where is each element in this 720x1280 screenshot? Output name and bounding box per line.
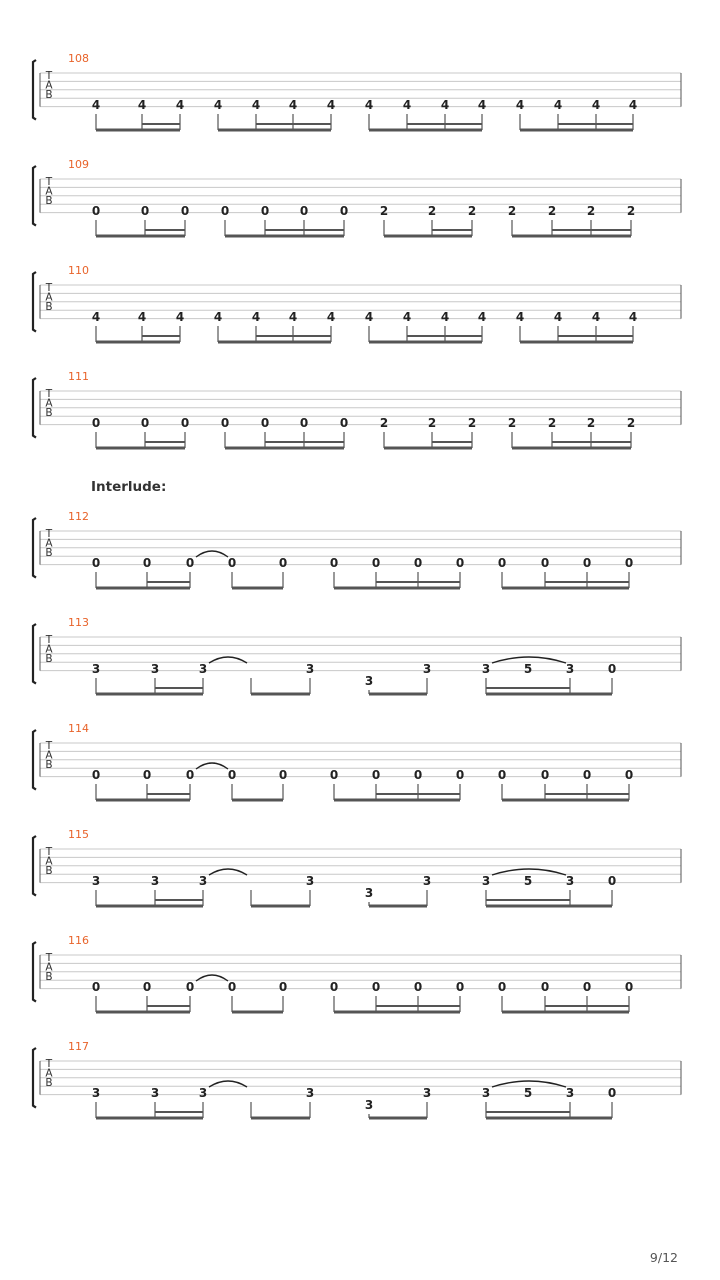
fret-number: 2 xyxy=(467,416,477,430)
fret-number: 4 xyxy=(175,310,185,324)
tab-clef-letter: T xyxy=(45,176,53,188)
fret-number: 3 xyxy=(305,1086,315,1100)
fret-number: 5 xyxy=(523,662,533,676)
fret-number: 0 xyxy=(624,980,634,994)
fret-number: 0 xyxy=(185,556,195,570)
tab-clef-letter: B xyxy=(45,758,53,771)
staff-bracket xyxy=(33,272,36,332)
fret-number: 4 xyxy=(364,310,374,324)
fret-number: 0 xyxy=(220,204,230,218)
fret-number: 4 xyxy=(288,310,298,324)
tab-staff-row xyxy=(33,828,681,906)
fret-number: 2 xyxy=(379,204,389,218)
fret-number: 2 xyxy=(507,204,517,218)
fret-number: 3 xyxy=(91,1086,101,1100)
tab-staff-row xyxy=(33,158,681,236)
fret-number: 0 xyxy=(455,768,465,782)
fret-number: 0 xyxy=(278,556,288,570)
fret-number: 0 xyxy=(413,556,423,570)
fret-number: 4 xyxy=(251,310,261,324)
fret-number: 0 xyxy=(260,204,270,218)
fret-number: 4 xyxy=(91,310,101,324)
tab-staff-row xyxy=(33,264,681,342)
fret-number: 2 xyxy=(467,204,477,218)
tab-clef-letter: T xyxy=(45,1058,53,1070)
fret-number: 4 xyxy=(440,310,450,324)
fret-number: 2 xyxy=(379,416,389,430)
fret-number: 0 xyxy=(455,980,465,994)
fret-number: 0 xyxy=(540,768,550,782)
staff-bracket xyxy=(33,1048,36,1108)
fret-number: 0 xyxy=(227,768,237,782)
fret-number: 0 xyxy=(227,980,237,994)
fret-number: 0 xyxy=(497,556,507,570)
fret-number: 0 xyxy=(339,416,349,430)
fret-number: 4 xyxy=(213,310,223,324)
tab-staff-row xyxy=(33,616,681,694)
fret-number: 4 xyxy=(553,98,563,112)
tab-clef-letter: B xyxy=(45,300,53,313)
fret-number: 4 xyxy=(91,98,101,112)
tab-clef-letter: B xyxy=(45,406,53,419)
fret-number: 0 xyxy=(260,416,270,430)
fret-number: 0 xyxy=(91,556,101,570)
fret-number: 0 xyxy=(142,768,152,782)
fret-number: 4 xyxy=(591,98,601,112)
fret-number: 2 xyxy=(586,204,596,218)
staff-bracket xyxy=(33,166,36,226)
tab-clef-letter: T xyxy=(45,528,53,540)
fret-number: 4 xyxy=(137,98,147,112)
tab-staff-row xyxy=(33,370,681,448)
measure-number: 109 xyxy=(68,158,89,171)
tab-staff-row xyxy=(33,52,681,130)
fret-number: 3 xyxy=(481,874,491,888)
fret-number: 3 xyxy=(422,662,432,676)
fret-number: 4 xyxy=(213,98,223,112)
fret-number: 0 xyxy=(299,416,309,430)
measure-number: 117 xyxy=(68,1040,89,1053)
tab-clef-letter: T xyxy=(45,388,53,400)
fret-number: 4 xyxy=(515,98,525,112)
measure-number: 116 xyxy=(68,934,89,947)
tab-clef-letter: T xyxy=(45,634,53,646)
fret-number: 2 xyxy=(626,204,636,218)
fret-number: 0 xyxy=(582,768,592,782)
staff-bracket xyxy=(33,836,36,896)
tab-clef-letter: A xyxy=(45,1067,53,1080)
fret-number: 0 xyxy=(91,204,101,218)
tab-clef-letter: A xyxy=(45,185,53,198)
fret-number: 5 xyxy=(523,1086,533,1100)
fret-number: 2 xyxy=(586,416,596,430)
fret-number: 3 xyxy=(364,886,374,900)
fret-number: 3 xyxy=(150,662,160,676)
section-label: Interlude: xyxy=(91,479,167,495)
measure-number: 115 xyxy=(68,828,89,841)
fret-number: 3 xyxy=(150,1086,160,1100)
fret-number: 2 xyxy=(427,204,437,218)
tab-clef-letter: A xyxy=(45,79,53,92)
tab-clef-letter: A xyxy=(45,643,53,656)
fret-number: 0 xyxy=(371,556,381,570)
fret-number: 0 xyxy=(624,768,634,782)
fret-number: 0 xyxy=(185,980,195,994)
fret-number: 3 xyxy=(422,1086,432,1100)
measure-number: 110 xyxy=(68,264,89,277)
fret-number: 4 xyxy=(402,310,412,324)
fret-number: 3 xyxy=(198,662,208,676)
fret-number: 0 xyxy=(607,662,617,676)
tab-staff-row xyxy=(33,722,681,800)
staff-bracket xyxy=(33,624,36,684)
fret-number: 0 xyxy=(142,980,152,994)
fret-number: 0 xyxy=(607,874,617,888)
tab-clef-letter: B xyxy=(45,546,53,559)
fret-number: 0 xyxy=(180,416,190,430)
fret-number: 3 xyxy=(364,1098,374,1112)
tab-clef-letter: A xyxy=(45,855,53,868)
measure-number: 112 xyxy=(68,510,89,523)
tab-clef-letter: A xyxy=(45,749,53,762)
fret-number: 0 xyxy=(455,556,465,570)
fret-number: 0 xyxy=(371,980,381,994)
fret-number: 3 xyxy=(305,874,315,888)
fret-number: 0 xyxy=(582,556,592,570)
fret-number: 3 xyxy=(364,674,374,688)
fret-number: 0 xyxy=(180,204,190,218)
fret-number: 0 xyxy=(299,204,309,218)
fret-number: 4 xyxy=(628,310,638,324)
staff-bracket xyxy=(33,942,36,1002)
tab-clef-letter: T xyxy=(45,282,53,294)
fret-number: 0 xyxy=(220,416,230,430)
fret-number: 4 xyxy=(402,98,412,112)
fret-number: 0 xyxy=(371,768,381,782)
fret-number: 0 xyxy=(140,416,150,430)
fret-number: 4 xyxy=(288,98,298,112)
fret-number: 4 xyxy=(364,98,374,112)
fret-number: 3 xyxy=(481,662,491,676)
fret-number: 0 xyxy=(413,768,423,782)
staff-bracket xyxy=(33,730,36,790)
fret-number: 0 xyxy=(91,980,101,994)
fret-number: 3 xyxy=(565,874,575,888)
tab-clef-letter: B xyxy=(45,88,53,101)
fret-number: 0 xyxy=(339,204,349,218)
fret-number: 0 xyxy=(227,556,237,570)
fret-number: 2 xyxy=(547,204,557,218)
fret-number: 4 xyxy=(326,98,336,112)
staff-bracket xyxy=(33,518,36,578)
tab-clef-letter: B xyxy=(45,1076,53,1089)
fret-number: 0 xyxy=(329,980,339,994)
tab-clef-letter: T xyxy=(45,846,53,858)
fret-number: 0 xyxy=(185,768,195,782)
fret-number: 3 xyxy=(481,1086,491,1100)
fret-number: 0 xyxy=(278,980,288,994)
fret-number: 0 xyxy=(140,204,150,218)
fret-number: 5 xyxy=(523,874,533,888)
fret-number: 2 xyxy=(547,416,557,430)
fret-number: 4 xyxy=(326,310,336,324)
page-number: 9/12 xyxy=(649,1250,678,1265)
fret-number: 0 xyxy=(142,556,152,570)
fret-number: 4 xyxy=(251,98,261,112)
fret-number: 2 xyxy=(507,416,517,430)
fret-number: 4 xyxy=(477,98,487,112)
fret-number: 0 xyxy=(329,556,339,570)
fret-number: 3 xyxy=(422,874,432,888)
fret-number: 0 xyxy=(497,768,507,782)
tab-clef-letter: B xyxy=(45,970,53,983)
fret-number: 3 xyxy=(150,874,160,888)
fret-number: 3 xyxy=(91,662,101,676)
fret-number: 4 xyxy=(175,98,185,112)
tab-clef-letter: T xyxy=(45,70,53,82)
fret-number: 0 xyxy=(278,768,288,782)
fret-number: 4 xyxy=(591,310,601,324)
fret-number: 0 xyxy=(91,768,101,782)
fret-number: 0 xyxy=(607,1086,617,1100)
fret-number: 0 xyxy=(91,416,101,430)
fret-number: 0 xyxy=(413,980,423,994)
tab-staff-row xyxy=(33,1040,681,1118)
fret-number: 4 xyxy=(553,310,563,324)
tab-clef-letter: B xyxy=(45,864,53,877)
fret-number: 2 xyxy=(427,416,437,430)
fret-number: 3 xyxy=(305,662,315,676)
fret-number: 4 xyxy=(515,310,525,324)
fret-number: 3 xyxy=(198,874,208,888)
fret-number: 0 xyxy=(582,980,592,994)
tab-clef-letter: A xyxy=(45,537,53,550)
tab-clef-letter: A xyxy=(45,291,53,304)
tab-clef-letter: T xyxy=(45,740,53,752)
fret-number: 2 xyxy=(626,416,636,430)
tab-staff-row xyxy=(33,934,681,1012)
tab-clef-letter: B xyxy=(45,194,53,207)
tab-clef-letter: A xyxy=(45,397,53,410)
fret-number: 4 xyxy=(137,310,147,324)
fret-number: 3 xyxy=(565,1086,575,1100)
fret-number: 0 xyxy=(540,980,550,994)
tab-clef-letter: T xyxy=(45,952,53,964)
fret-number: 0 xyxy=(497,980,507,994)
fret-number: 4 xyxy=(628,98,638,112)
fret-number: 4 xyxy=(440,98,450,112)
fret-number: 0 xyxy=(624,556,634,570)
fret-number: 3 xyxy=(91,874,101,888)
fret-number: 4 xyxy=(477,310,487,324)
fret-number: 0 xyxy=(329,768,339,782)
measure-number: 113 xyxy=(68,616,89,629)
fret-number: 0 xyxy=(540,556,550,570)
tab-clef-letter: B xyxy=(45,652,53,665)
tab-staff-row xyxy=(33,510,681,588)
measure-number: 114 xyxy=(68,722,89,735)
staff-bracket xyxy=(33,60,36,120)
staff-bracket xyxy=(33,378,36,438)
fret-number: 3 xyxy=(198,1086,208,1100)
measure-number: 108 xyxy=(68,52,89,65)
fret-number: 3 xyxy=(565,662,575,676)
tab-clef-letter: A xyxy=(45,961,53,974)
measure-number: 111 xyxy=(68,370,89,383)
